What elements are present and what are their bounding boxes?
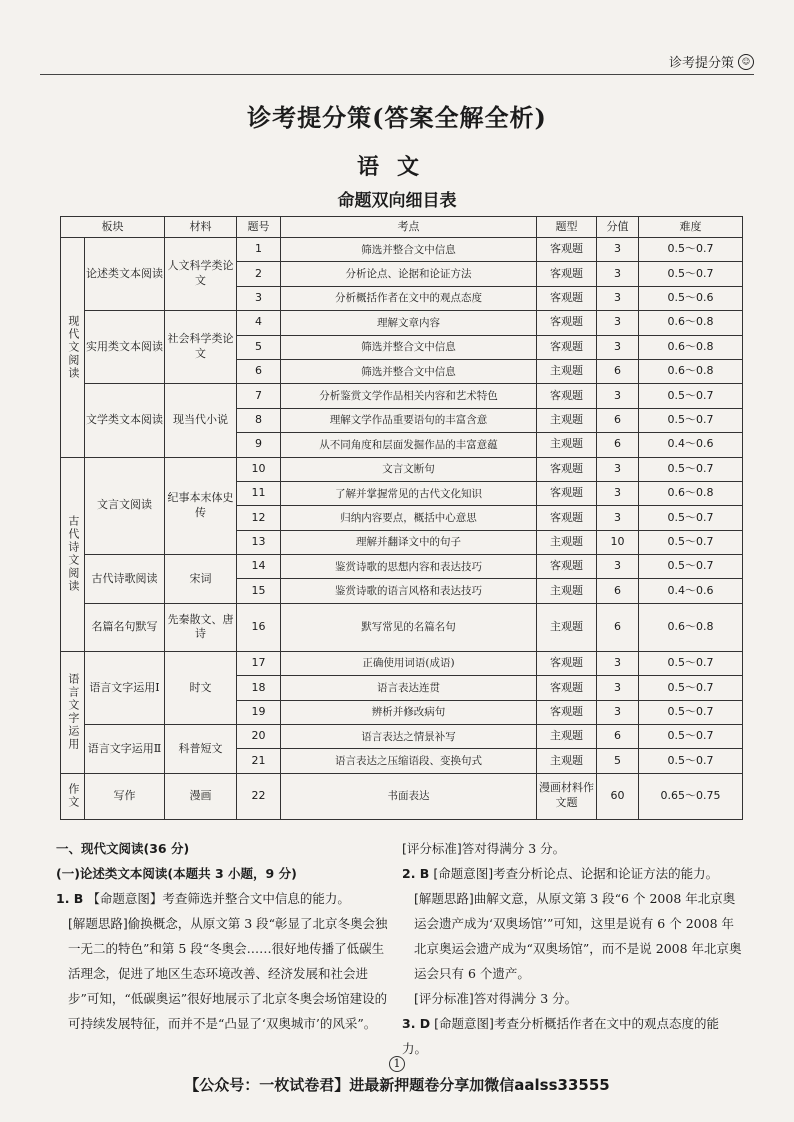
cell-topic: 默写常见的名篇名句	[281, 603, 537, 651]
material-cell: 科普短文	[165, 725, 237, 774]
cell-difficulty: 0.65～0.75	[639, 773, 743, 819]
cell-qnum: 10	[237, 457, 281, 481]
table-row	[61, 651, 743, 675]
cell-difficulty: 0.5～0.7	[639, 530, 743, 554]
intent-tag: [命题意图]	[434, 1016, 494, 1031]
block-cell: 写作	[85, 773, 165, 819]
cell-qnum: 5	[237, 335, 281, 359]
cell-qnum: 6	[237, 359, 281, 383]
section-cell	[61, 651, 85, 773]
cell-qnum: 19	[237, 700, 281, 724]
page-title: 诊考提分策(答案全解全析)	[247, 103, 547, 132]
cell-qtype: 主观题	[537, 359, 597, 383]
cell-difficulty: 0.6～0.8	[639, 481, 743, 505]
answer-1-analysis	[56, 911, 394, 1036]
cell-qtype: 客观题	[537, 481, 597, 505]
cell-topic: 语言表达之情景补写	[281, 725, 537, 749]
spec-table	[60, 216, 743, 820]
cell-score: 6	[597, 359, 639, 383]
intent-text: 考查筛选并整合文中信息的能力。	[162, 891, 350, 906]
header-cell: 材料	[165, 217, 237, 238]
header-cell: 分值	[597, 217, 639, 238]
answer-2-analysis	[402, 886, 742, 986]
analysis-tag: [解题思路]	[68, 916, 128, 931]
cell-topic: 书面表达	[281, 773, 537, 819]
material-cell: 时文	[165, 651, 237, 724]
cell-qnum: 8	[237, 408, 281, 432]
cell-qnum: 9	[237, 433, 281, 457]
cell-score: 6	[597, 603, 639, 651]
cell-difficulty: 0.5～0.7	[639, 506, 743, 530]
cell-qtype: 客观题	[537, 262, 597, 286]
material-cell: 人文科学类论文	[165, 238, 237, 311]
cell-score: 3	[597, 286, 639, 310]
intent-text: 考查分析概括作者在文中的观点态度的能力。	[402, 1016, 719, 1056]
subsection-heading: (一)论述类文本阅读(本题共 3 小题，9 分)	[56, 866, 297, 881]
block-cell: 论述类文本阅读	[85, 238, 165, 311]
cell-score: 6	[597, 408, 639, 432]
cell-score: 6	[597, 433, 639, 457]
header-cell: 板块	[61, 217, 165, 238]
cell-qnum: 12	[237, 506, 281, 530]
running-header-text: 诊考提分策	[668, 56, 734, 71]
cell-qtype: 客观题	[537, 555, 597, 579]
cell-topic: 鉴赏诗歌的思想内容和表达技巧	[281, 555, 537, 579]
cell-difficulty: 0.5～0.7	[639, 262, 743, 286]
section-cell	[61, 773, 85, 819]
table-row	[61, 773, 743, 819]
cell-topic: 分析概括作者在文中的观点态度	[281, 286, 537, 310]
block-cell: 名篇名句默写	[85, 603, 165, 651]
material-cell: 先秦散文、唐诗	[165, 603, 237, 651]
table-row	[61, 603, 743, 651]
table-header-row	[61, 217, 743, 238]
cell-qnum: 7	[237, 384, 281, 408]
score-text: 答对得满分 3 分。	[461, 841, 566, 856]
analysis-tag: [解题思路]	[414, 891, 474, 906]
cell-score: 10	[597, 530, 639, 554]
cell-difficulty: 0.5～0.7	[639, 700, 743, 724]
cell-difficulty: 0.6～0.8	[639, 603, 743, 651]
section-cell	[61, 457, 85, 651]
cell-qtype: 主观题	[537, 725, 597, 749]
cell-score: 3	[597, 335, 639, 359]
cell-qtype: 主观题	[537, 433, 597, 457]
cell-topic: 筛选并整合文中信息	[281, 238, 537, 262]
cell-qtype: 主观题	[537, 749, 597, 773]
analysis-text: 偷换概念，从原文第 3 段“彰显了北京冬奥会独一无二的特色”和第 5 段“冬奥会……很好地传播了低碳生活理念，促进了地区生态环境改善、经济发展和社会进步”可知，“低碳奥运”很好地展示了北京冬奥会场馆建设的可持续发展特征，而并不是“凸显了‘双奥城市’的风采”。	[68, 916, 388, 1031]
cell-score: 3	[597, 481, 639, 505]
header-cell: 难度	[639, 217, 743, 238]
cell-qnum: 20	[237, 725, 281, 749]
intent-text: 考查分析论点、论据和论证方法的能力。	[493, 866, 719, 881]
footer-banner: 【公众号：一枚试卷君】进最新押题卷分享加微信aalss33555	[184, 1076, 610, 1094]
cell-difficulty: 0.5～0.6	[639, 286, 743, 310]
cell-qnum: 17	[237, 651, 281, 675]
cell-topic: 归纳内容要点，概括中心意思	[281, 506, 537, 530]
cell-topic: 筛选并整合文中信息	[281, 335, 537, 359]
table-row	[61, 311, 743, 335]
cell-difficulty: 0.4～0.6	[639, 579, 743, 603]
answer-number: 3. D	[402, 1016, 431, 1031]
cell-qnum: 14	[237, 555, 281, 579]
cell-qnum: 18	[237, 676, 281, 700]
cell-score: 3	[597, 238, 639, 262]
intent-tag: 【命题意图】	[87, 891, 163, 906]
answer-2	[402, 861, 742, 886]
cell-qtype: 主观题	[537, 530, 597, 554]
cell-qnum: 1	[237, 238, 281, 262]
cell-qtype: 主观题	[537, 579, 597, 603]
table-row	[61, 725, 743, 749]
cell-difficulty: 0.5～0.7	[639, 676, 743, 700]
cell-qtype: 客观题	[537, 311, 597, 335]
cell-score: 3	[597, 311, 639, 335]
section-label: 作文	[66, 783, 80, 810]
cell-topic: 辨析并修改病句	[281, 700, 537, 724]
block-cell: 文言文阅读	[85, 457, 165, 555]
material-cell: 现当代小说	[165, 384, 237, 457]
smiley-icon: ☺	[738, 54, 754, 70]
cell-qnum: 15	[237, 579, 281, 603]
cell-qtype: 客观题	[537, 335, 597, 359]
cell-qtype: 漫画材料作文题	[537, 773, 597, 819]
cell-difficulty: 0.6～0.8	[639, 335, 743, 359]
cell-difficulty: 0.4～0.6	[639, 433, 743, 457]
table-row	[61, 238, 743, 262]
cell-topic: 分析鉴赏文学作品相关内容和艺术特色	[281, 384, 537, 408]
page-number	[0, 1056, 794, 1072]
table-row	[61, 555, 743, 579]
answers-right-column	[402, 836, 742, 1061]
answers-left-column	[56, 836, 394, 1036]
table-row	[61, 457, 743, 481]
cell-score: 6	[597, 725, 639, 749]
cell-difficulty: 0.5～0.7	[639, 555, 743, 579]
cell-difficulty: 0.5～0.7	[639, 725, 743, 749]
cell-qtype: 主观题	[537, 408, 597, 432]
cell-qnum: 16	[237, 603, 281, 651]
cell-score: 3	[597, 384, 639, 408]
cell-qtype: 主观题	[537, 603, 597, 651]
section-label: 古代诗文阅读	[66, 515, 80, 594]
cell-qnum: 4	[237, 311, 281, 335]
subject-title: 语文	[356, 154, 437, 180]
cell-topic: 了解并掌握常见的古代文化知识	[281, 481, 537, 505]
cell-difficulty: 0.6～0.8	[639, 359, 743, 383]
cell-topic: 从不同角度和层面发掘作品的丰富意蕴	[281, 433, 537, 457]
cell-qtype: 客观题	[537, 676, 597, 700]
cell-difficulty: 0.5～0.7	[639, 238, 743, 262]
cell-qtype: 客观题	[537, 384, 597, 408]
score-tag: [评分标准]	[402, 841, 462, 856]
cell-qtype: 客观题	[537, 286, 597, 310]
block-cell: 实用类文本阅读	[85, 311, 165, 384]
table-row	[61, 384, 743, 408]
cell-difficulty: 0.5～0.7	[639, 457, 743, 481]
block-cell: 古代诗歌阅读	[85, 555, 165, 604]
cell-topic: 筛选并整合文中信息	[281, 359, 537, 383]
cell-topic: 分析论点、论据和论证方法	[281, 262, 537, 286]
running-header	[669, 52, 754, 71]
header-divider	[40, 74, 754, 75]
cell-difficulty: 0.5～0.7	[639, 384, 743, 408]
section-label: 现代文阅读	[66, 314, 80, 380]
answer-number: 2. B	[402, 866, 430, 881]
answer-3	[402, 1011, 742, 1061]
section-cell	[61, 238, 85, 458]
cell-score: 6	[597, 579, 639, 603]
section-heading: 一、现代文阅读(36 分)	[56, 841, 190, 856]
cell-topic: 鉴赏诗歌的语言风格和表达技巧	[281, 579, 537, 603]
cell-difficulty: 0.5～0.7	[639, 749, 743, 773]
section-label: 语言文字运用	[66, 673, 80, 752]
cell-qtype: 客观题	[537, 506, 597, 530]
cell-difficulty: 0.6～0.8	[639, 311, 743, 335]
material-cell: 纪事本末体史传	[165, 457, 237, 555]
cell-topic: 理解文学作品重要语句的丰富含意	[281, 408, 537, 432]
page-number-text: 1	[389, 1056, 405, 1072]
analysis-text: 曲解文意，从原文第 3 段“6 个 2008 年北京奥运会遗产成为‘双奥场馆’”可知，这里是说有 6 个 2008 年北京奥运会遗产成为“双奥场馆”，而不是说 2008 年北京奥运会只有 6 个遗产。	[414, 891, 742, 981]
cell-score: 3	[597, 555, 639, 579]
cell-qnum: 22	[237, 773, 281, 819]
cell-topic: 理解文章内容	[281, 311, 537, 335]
cell-score: 3	[597, 700, 639, 724]
cell-score: 3	[597, 651, 639, 675]
cell-topic: 正确使用词语(成语)	[281, 651, 537, 675]
header-cell: 题号	[237, 217, 281, 238]
block-cell: 语言文字运用Ⅰ	[85, 651, 165, 724]
table-title: 命题双向细目表	[337, 191, 457, 211]
answer-1	[56, 886, 394, 911]
material-cell: 社会科学类论文	[165, 311, 237, 384]
cell-score: 3	[597, 262, 639, 286]
cell-qnum: 2	[237, 262, 281, 286]
block-cell: 文学类文本阅读	[85, 384, 165, 457]
material-cell: 宋词	[165, 555, 237, 604]
cell-qtype: 客观题	[537, 457, 597, 481]
cell-difficulty: 0.5～0.7	[639, 651, 743, 675]
cell-score: 3	[597, 457, 639, 481]
cell-score: 5	[597, 749, 639, 773]
header-cell: 题型	[537, 217, 597, 238]
intent-tag: [命题意图]	[433, 866, 494, 881]
score-tag: [评分标准]	[414, 991, 474, 1006]
answer-1-score	[402, 836, 742, 861]
cell-score: 3	[597, 506, 639, 530]
cell-score: 3	[597, 676, 639, 700]
cell-topic: 文言文断句	[281, 457, 537, 481]
answer-2-score	[402, 986, 742, 1011]
cell-topic: 语言表达连贯	[281, 676, 537, 700]
cell-qnum: 13	[237, 530, 281, 554]
cell-qtype: 客观题	[537, 651, 597, 675]
cell-qnum: 21	[237, 749, 281, 773]
cell-qtype: 客观题	[537, 238, 597, 262]
block-cell: 语言文字运用Ⅱ	[85, 725, 165, 774]
answer-number: 1. B	[56, 891, 84, 906]
cell-qnum: 11	[237, 481, 281, 505]
material-cell: 漫画	[165, 773, 237, 819]
cell-score: 60	[597, 773, 639, 819]
header-cell: 考点	[281, 217, 537, 238]
cell-difficulty: 0.5～0.7	[639, 408, 743, 432]
cell-topic: 理解并翻译文中的句子	[281, 530, 537, 554]
cell-qnum: 3	[237, 286, 281, 310]
score-text: 答对得满分 3 分。	[473, 991, 578, 1006]
cell-topic: 语言表达之压缩语段、变换句式	[281, 749, 537, 773]
cell-qtype: 客观题	[537, 700, 597, 724]
